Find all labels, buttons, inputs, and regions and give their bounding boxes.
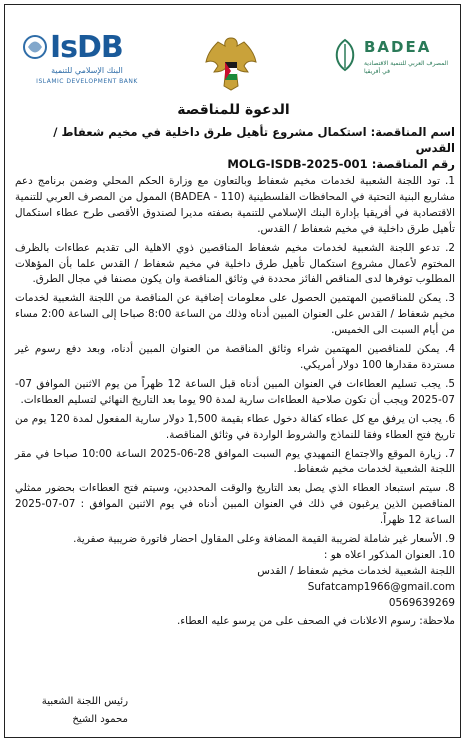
badea-arabic-name: المصرف العربي للتنمية الاقتصادية في أفريقيا <box>364 60 449 75</box>
tender-body <box>15 124 455 629</box>
badea-logo <box>330 34 450 92</box>
isdb-wordmark: IsDB <box>50 30 123 65</box>
palestine-eagle-emblem-icon <box>200 32 262 96</box>
tender-number: رقم المناقصة: MOLG-ISDB-2025-001 <box>227 157 455 171</box>
tender-item: 1. تود اللجنة الشعبية لخدمات مخيم شعفاط وبالتعاون مع وزارة الحكم المحلي وضمن برنامج دعم مشاريع البنية التحتية في المحافظات الفلسطينية (110 - BADEA) الممول من المصرف العربي للتنمية الاقتصادية في أفريقيا بإدارة البنك الإسلامي للتنمية بصفته مديرا لصندوق الأقصى طرح عطاء استكمال تأهيل طرق داخلية في مخيم شعفاط / القدس. <box>15 175 455 235</box>
badea-wordmark: BADEA <box>364 38 432 56</box>
phone-number: 0569639269 <box>388 596 455 609</box>
logo-bar <box>0 14 467 98</box>
isdb-logo <box>22 30 152 90</box>
contact-block <box>15 564 455 612</box>
tender-item: 2. تدعو اللجنة الشعبية لخدمات مخيم شعفاط المناقصين ذوي الاهلية الى تقديم عطاءات بالظرف المختوم لأعمال مشروع استكمال تأهيل طرق داخلية في مخيم شعفاط / القدس علما بأن المؤهلات المطلوب توفرها لدى المناقص الفائز محددة في وثائق المناقصة وان يكون مصنفا في مجال الطرق. <box>15 241 455 286</box>
tender-item: 5. يجب تسليم العطاءات في العنوان المبين أدناه قبل الساعة 12 ظهراً من يوم الاثنين الموافق 07-07-2025 ويجب أن تكون صلاحية العطاءات سارية لمدة 90 يوما بعد التاريخ النهائي لتسليم العطاءات. <box>15 377 456 406</box>
tender-item: 6. يجب ان يرفق مع كل عطاء كفالة دخول عطاء بقيمة 1,500 دولار سارية المفعول لمدة 120 يوم من تاريخ فتح العطاء وفقا للنماذج والشروط الواردة في وثائق المناقصة. <box>15 412 455 441</box>
badea-leaf-icon <box>330 38 360 72</box>
address-line: اللجنة الشعبية لخدمات مخيم شعفاط / القدس <box>257 564 455 577</box>
isdb-arabic-name: البنك الإسلامي للتنمية <box>51 66 123 75</box>
isdb-emblem-icon <box>22 32 48 62</box>
signature-name: محمود الشيخ <box>72 714 128 725</box>
tender-name: اسم المناقصة: استكمال مشروع تأهيل طرق داخلية في مخيم شعفاط / القدس <box>53 125 455 155</box>
tender-item: 10. العنوان المذكور اعلاه هو : <box>323 548 455 561</box>
signature-title: رئيس اللجنة الشعبية <box>41 696 128 707</box>
isdb-english-name: ISLAMIC DEVELOPMENT BANK <box>36 78 138 85</box>
tender-item: 4. يمكن للمناقصين المهتمين شراء وثائق المناقصة من العنوان المبين أدناه، وبعد دفع رسوم غير مستردة مقدارها 100 دولار أمريكي. <box>15 343 455 371</box>
fees-note: ملاحظة: رسوم الاعلانات في الصحف على من يرسو عليه العطاء. <box>176 614 455 627</box>
tender-item: 7. زيارة الموقع والاجتماع التمهيدي يوم السبت الموافق 28-06-2025 الساعة 10:00 صباحا في مقر اللجنة الشعبية لخدمات مخيم شعفاط. <box>15 447 455 476</box>
tender-item: 3. يمكن للمناقصين المهتمين الحصول على معلومات إضافية عن المناقصة من اللجنة الشعبية لخدمات مخيم شعفاط / القدس على العنوان المبين أدناه وذلك من الساعة 8:00 صباحا إلى الساعة 2:00 مساء من أيام السبت الى الخميس. <box>15 292 455 337</box>
tender-item: 9. الأسعار غير شاملة لضريبة القيمة المضافة وعلى المقاول احضار فاتورة ضريبية صفرية. <box>73 533 455 546</box>
document-title: الدعوة للمناقصة <box>177 102 290 118</box>
tender-item: 8. سيتم استبعاد العطاء الذي يصل بعد التاريخ والوقت المحددين، وسيتم فتح العطاءات بحضور ممثلي المناقصين الذين يرغبون في ذلك في العنوان المبين أدناه في يوم الاثنين الموافق : 07-07-2025 الساعة 12 ظهراً. <box>15 482 455 527</box>
signature-block <box>18 693 128 729</box>
email-link[interactable]: Sufatcamp1966@gmail.com <box>307 580 455 593</box>
